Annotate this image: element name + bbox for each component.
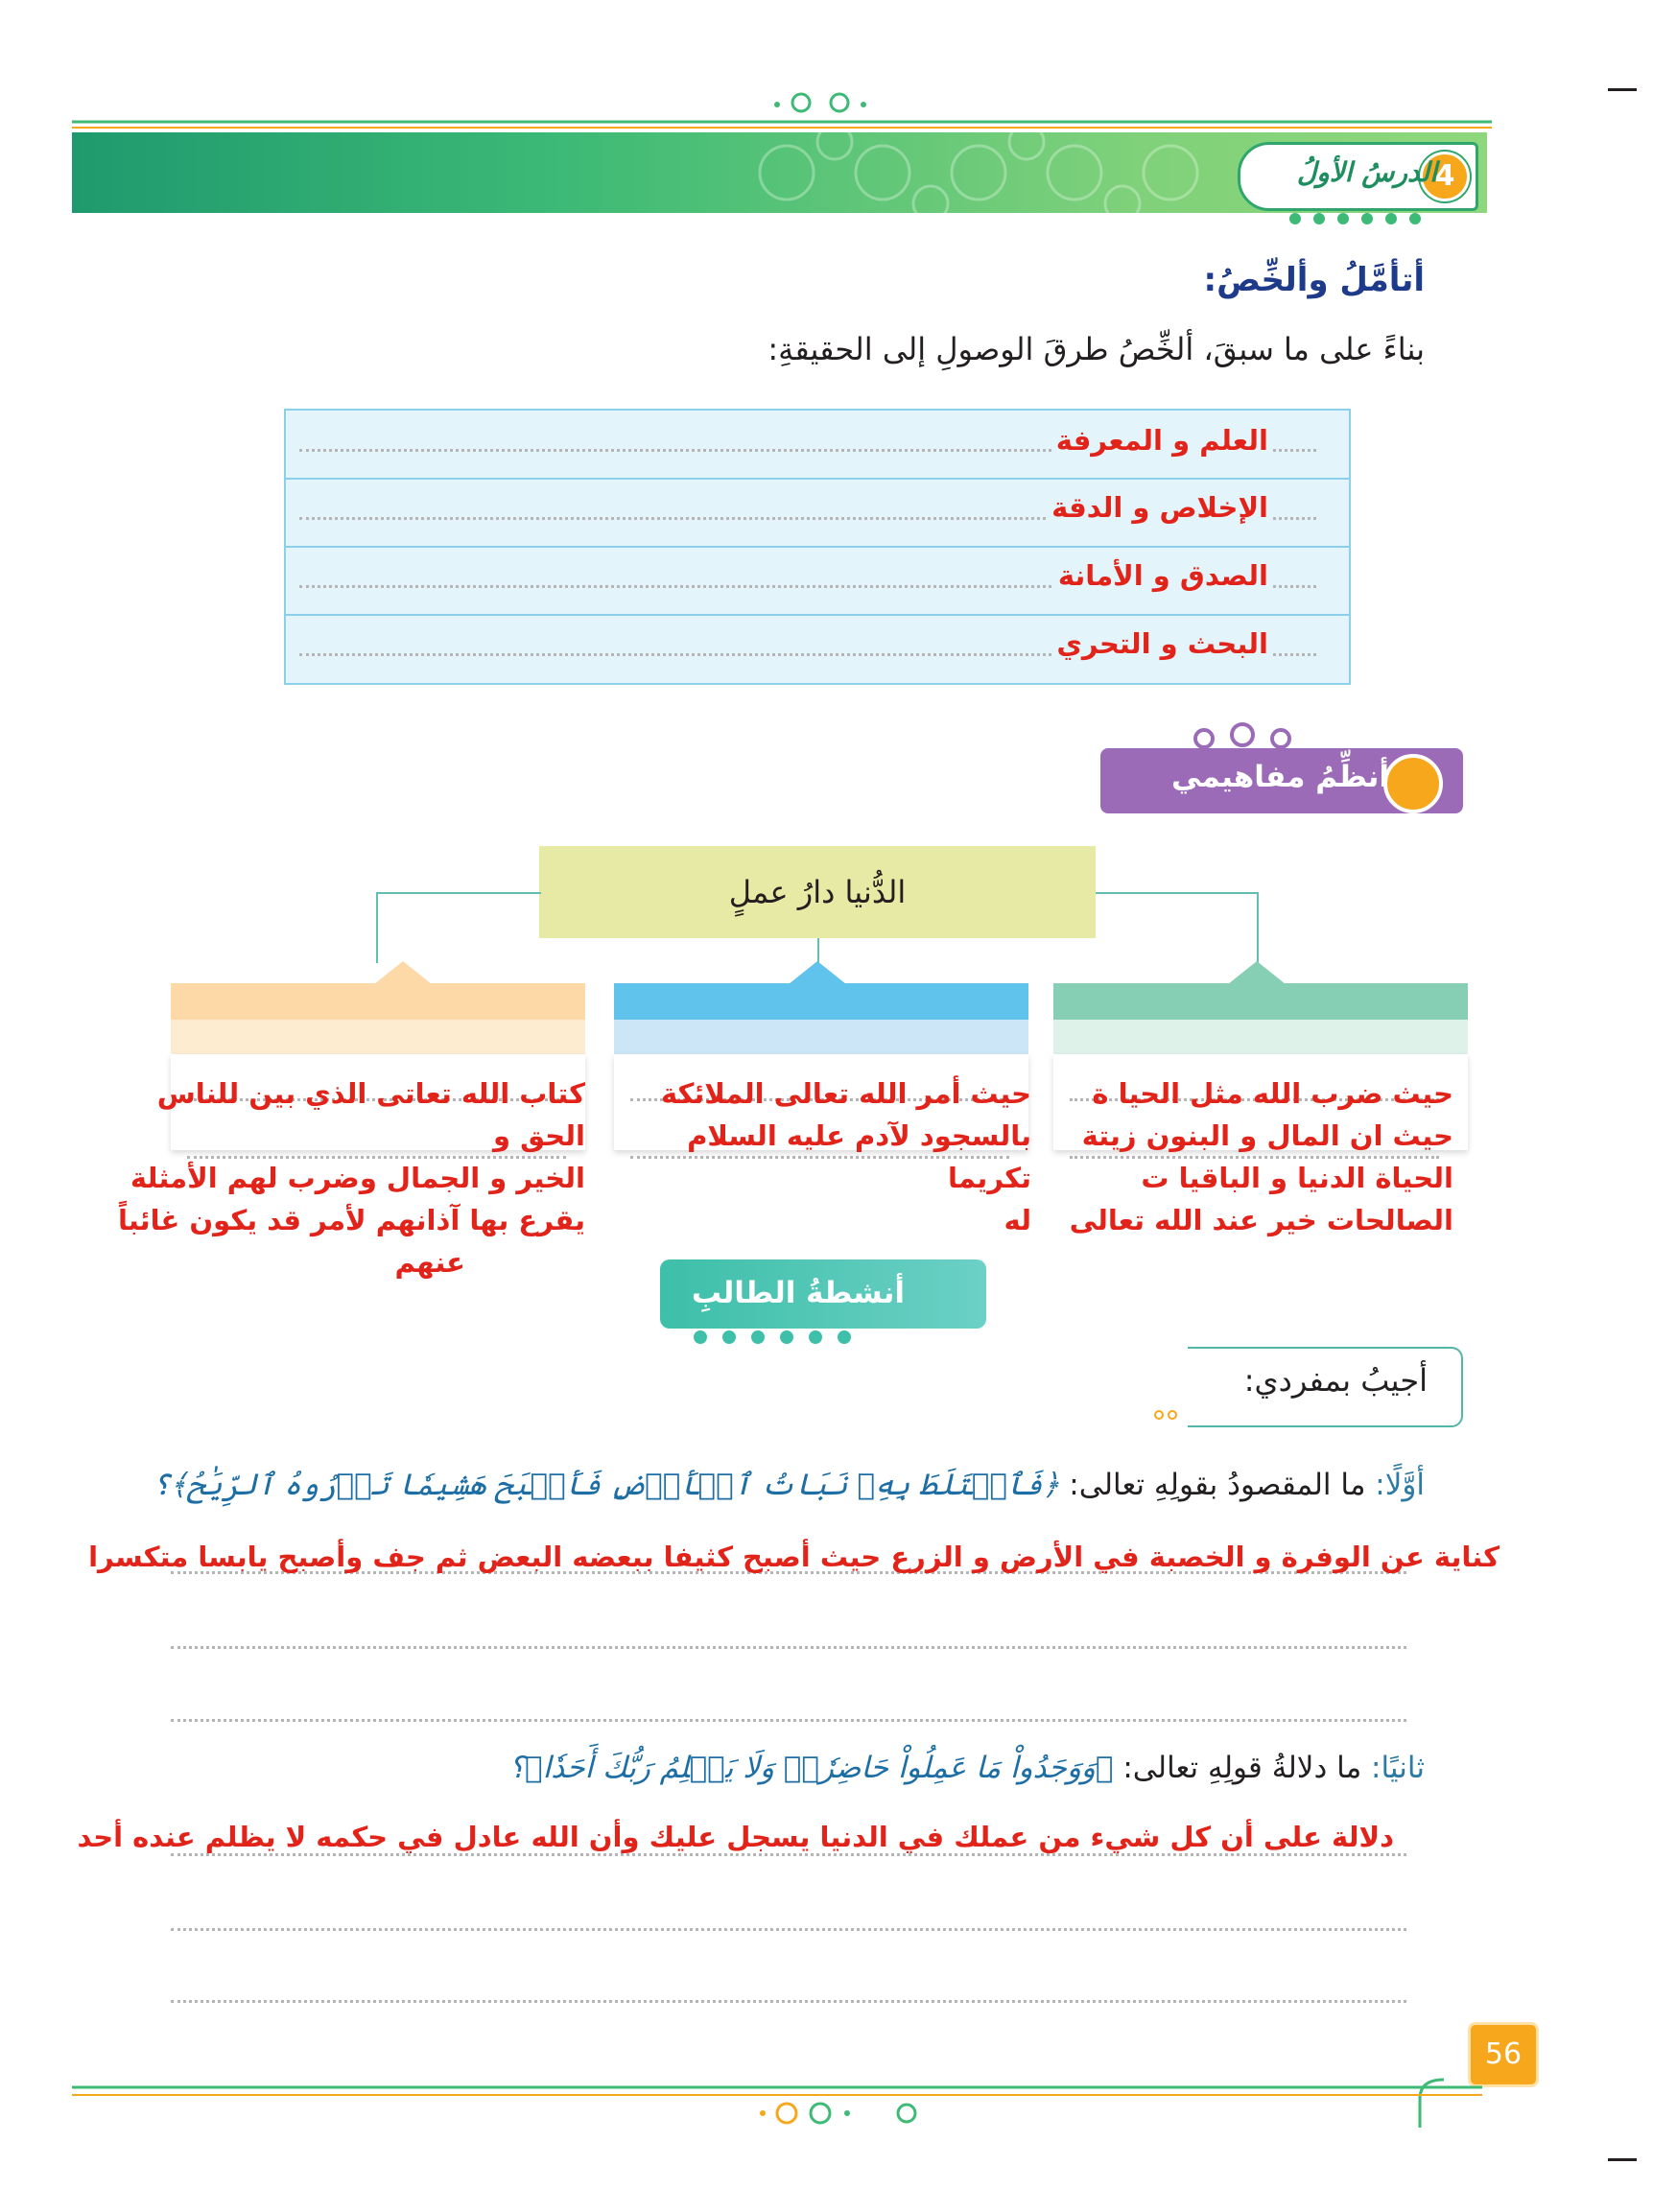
margin-mark-bottom	[1608, 2158, 1637, 2161]
margin-mark-top	[1608, 88, 1637, 91]
concept-right-line-4: الصالحات خير عند الله تعالى	[1069, 1204, 1453, 1236]
concepts-title: أنظِّمُ مفاهيمي	[1170, 760, 1389, 794]
individual-label: أجيبُ بمفردي:	[1243, 1362, 1428, 1399]
question-1	[153, 1468, 1425, 1502]
q1-verse: ﴿فَٱخۡتَلَطَ بِهِۦ نَبَاتُ ٱلۡأَرۡضِ فَأَصۡبَحَ هَشِيمٗا تَذۡرُوهُ ٱلرِّيَٰحُ﴾؟	[152, 1468, 1060, 1502]
concept-left-line-2: الخير و الجمال وضرب لهم الأمثلة	[130, 1162, 585, 1194]
lesson-title: الدرسُ الأولُ	[1296, 156, 1437, 188]
bottom-ornament	[72, 2070, 1569, 2137]
concept-middle-line-2: بالسجود لآدم عليه السلام تكريما	[687, 1119, 1031, 1194]
question-2	[509, 1751, 1425, 1785]
connector-right	[1096, 892, 1259, 963]
summary-answer-2: الإخلاص و الدقة	[1048, 491, 1272, 524]
q2-verse: ﴿وَوَجَدُواْ مَا عَمِلُواْ حَاضِرٗاۗ وَلَا يَظۡلِمُ رَبُّكَ أَحَدٗا﴾؟	[508, 1751, 1114, 1785]
q2-answer: دلالة على أن كل شيء من عملك في الدنيا يسجل عليك وأن الله عادل في حكمه لا يظلم عنده أحد	[77, 1821, 1394, 1853]
concept-answer-left	[106, 1072, 585, 1283]
concept-middle-line-3: له	[1004, 1204, 1031, 1236]
q2-label: ثانيًا:	[1371, 1751, 1425, 1785]
q1-answer: كناية عن الوفرة و الخصبة في الأرض و الزرع حيث أصبح كثيفا ببعضه البعض ثم جف وأصبح يابسا متكسرا	[88, 1541, 1500, 1573]
header-ornament-below	[1276, 209, 1429, 230]
concept-right-line-1: حيث ضرب الله مثل الحيا ة	[1092, 1077, 1453, 1110]
page-number: 56	[1468, 2022, 1539, 2087]
summary-answer-1: العلم و المعرفة	[1052, 424, 1272, 457]
clock-icon	[1383, 754, 1443, 813]
reflect-heading: أتأمَّلُ وألخِّصُ:	[1203, 261, 1425, 299]
top-ornament	[72, 91, 1492, 129]
q2-text: ما دلالةُ قولِهِ تعالى:	[1122, 1751, 1362, 1785]
concepts-ornament	[1166, 721, 1319, 750]
concept-answer-middle	[595, 1072, 1031, 1241]
concept-left-line-3: يقرع بها آذانهم لأمر قد يكون غائباً	[118, 1204, 585, 1236]
concept-center-box: الدُّنيا دارُ عملٍ	[539, 846, 1096, 938]
summary-answer-3: الصدق و الأمانة	[1054, 559, 1272, 592]
concept-middle-line-1: حيث أمر الله تعالى الملائكة	[660, 1077, 1031, 1110]
concept-right-line-2: حيث ان المال و البنون زيتة	[1081, 1119, 1453, 1152]
summary-answer-4: البحث و التحري	[1052, 627, 1272, 660]
concept-left-line-1: كتاب الله تعاتى الذي بين للناس الحق و	[156, 1077, 585, 1152]
unit-number-badge: 4	[1420, 152, 1470, 201]
q1-label: أوَّلًا:	[1375, 1468, 1425, 1502]
individual-dots	[1151, 1408, 1190, 1422]
card-arrows	[163, 955, 1487, 986]
connector-left	[376, 892, 541, 963]
concept-answer-right	[1051, 1072, 1453, 1241]
q1-text: ما المقصودُ بقولِهِ تعالى:	[1069, 1468, 1366, 1502]
activities-ornament	[681, 1326, 854, 1354]
concept-right-line-3: الحياة الدنيا و الباقيا ت	[1141, 1162, 1453, 1194]
reflect-instruction: بناءً على ما سبقَ، ألخِّصُ طرقَ الوصولِ إلى الحقيقةِ:	[767, 331, 1425, 367]
concept-left-line-4: عنهم	[394, 1246, 465, 1279]
summary-answer-table	[284, 409, 1351, 685]
activities-title: أنشطةُ الطالبِ	[691, 1276, 905, 1310]
